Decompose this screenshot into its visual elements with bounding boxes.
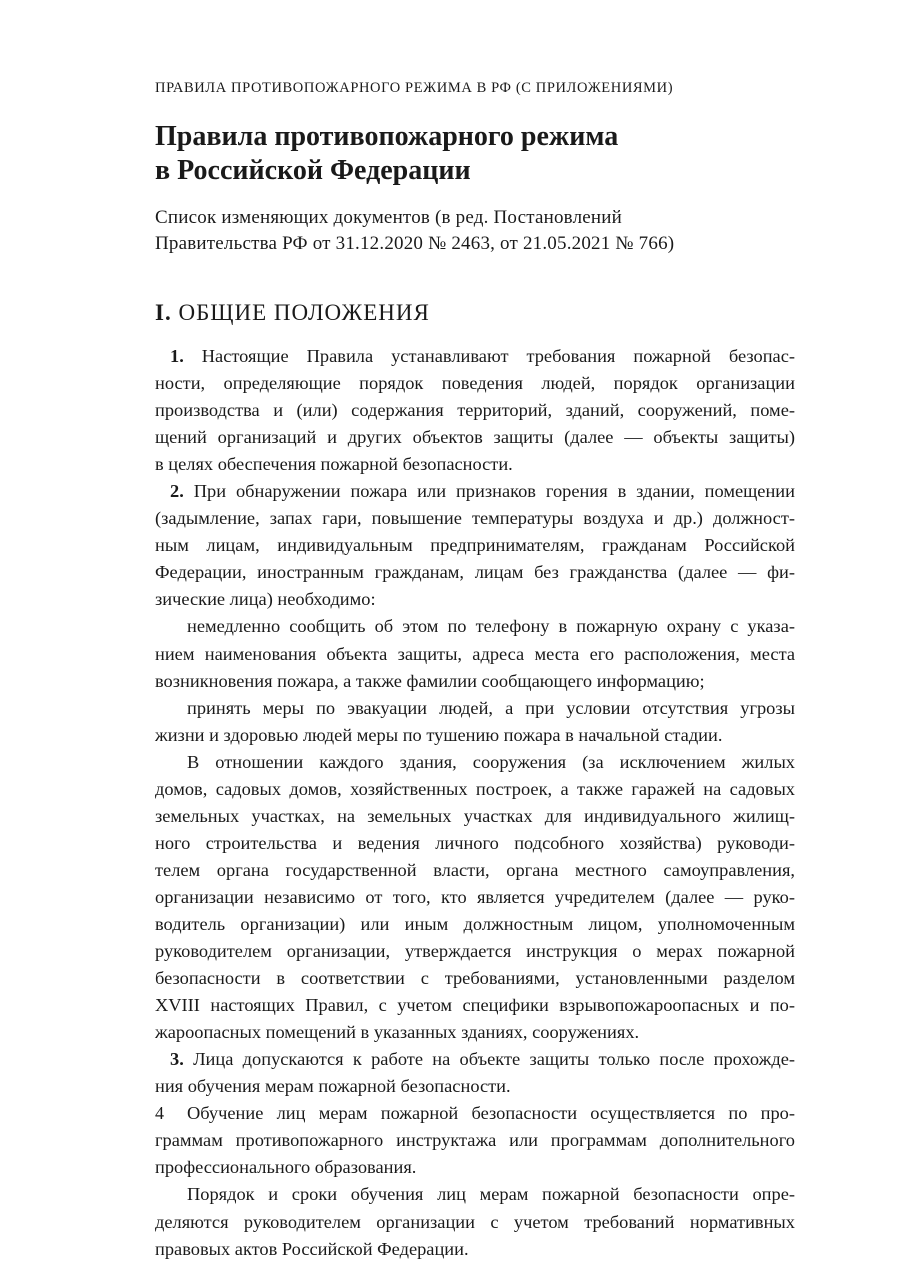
text-line: ным лицам, индивидуальным предпринимателям, гражданам Российской (155, 535, 795, 556)
paragraph-number: 1. (170, 346, 184, 366)
text-line: XVIII настоящих Правил, с учетом специфики взрывопожароопасных и по- (155, 995, 795, 1016)
text-line: жароопасных помещений в указанных зданиях, сооружениях. (155, 1022, 640, 1043)
text-line: возникновения пожара, а также фамилии сообщающего информацию; (155, 670, 705, 691)
text-line: правовых актов Российской Федерации. (155, 1238, 469, 1259)
title-line-2: в Российской Федерации (155, 155, 471, 186)
section-title: ОБЩИЕ ПОЛОЖЕНИЯ (178, 300, 430, 325)
text-line: нием наименования объекта защиты, адреса места его расположения, места (155, 643, 795, 664)
text-line: профессионального образования. (155, 1157, 417, 1178)
text-line: ности, определяющие порядок поведения людей, порядок организации (155, 373, 795, 394)
paragraph-2-item-a (155, 613, 795, 694)
text-line: щений организаций и других объектов защиты (далее — объекты защиты) (155, 427, 795, 448)
amendments-line-1: Список изменяющих документов (в ред. Постановлений (155, 207, 623, 228)
text-line: Порядок и сроки обучения лиц мерам пожарной безопасности опре- (187, 1184, 795, 1205)
text-line: организации независимо от того, кто является учредителем (далее — руко- (155, 886, 795, 907)
text-line: жизни и здоровью людей меры по тушению пожара в начальной стадии. (155, 724, 723, 745)
text-line: немедленно сообщить об этом по телефону в пожарную охрану с указа- (187, 616, 795, 637)
paragraph-number: 3. (170, 1049, 184, 1070)
amendments-note (155, 205, 674, 257)
title-line-1: Правила противопожарного режима (155, 121, 619, 152)
text-line: деляются руководителем организации с учетом требований нормативных (155, 1211, 795, 1232)
text-line: (задымление, запах гари, повышение температуры воздуха и др.) должност- (155, 508, 795, 529)
text-line: ния обучения мерам пожарной безопасности. (155, 1076, 511, 1097)
paragraph-1 (155, 343, 795, 478)
text-line: в целях обеспечения пожарной безопасности. (155, 454, 513, 475)
paragraph-3-item-a (155, 1100, 795, 1181)
text-line: телем органа государственной власти, органа местного самоуправления, (155, 859, 795, 880)
text-line: Обучение лиц мерам пожарной безопасности осуществляется по про- (187, 1103, 795, 1124)
text-line: водитель организации) или иным должностным лицом, уполномоченным (155, 913, 795, 934)
text-line: земельных участках, на земельных участках для индивидуального жилищ- (155, 805, 795, 826)
paragraph-3 (155, 1046, 795, 1100)
paragraph-2-item-c (155, 749, 795, 1047)
amendments-line-2: Правительства РФ от 31.12.2020 № 2463, от 21.05.2021 № 766) (155, 233, 675, 254)
text-line: руководителем организации, утверждается инструкция о мерах пожарной (155, 941, 795, 962)
text-line: граммам противопожарного инструктажа или программам дополнительного (155, 1130, 795, 1151)
text-line: В отношении каждого здания, сооружения (за исключением жилых (187, 751, 795, 772)
text-line: 1. Настоящие Правила устанавливают требования пожарной безопас- (170, 346, 795, 366)
text-line: ного строительства и ведения личного подсобного хозяйства) руководи- (155, 832, 795, 853)
text-line: 3. Лица допускаются к работе на объекте защиты только после прохожде- (170, 1049, 795, 1070)
paragraph-number: 2. (170, 481, 184, 502)
text-line: безопасности в соответствии с требованиями, установленными разделом (155, 968, 795, 989)
text-line: домов, садовых домов, хозяйственных построек, а также гаражей на садовых (155, 778, 795, 799)
document-body (155, 343, 795, 1263)
running-head: ПРАВИЛА ПРОТИВОПОЖАРНОГО РЕЖИМА В РФ (С ПРИЛОЖЕНИЯМИ) (155, 80, 674, 96)
document-title (155, 120, 618, 188)
paragraph-2 (155, 478, 795, 613)
text-line: Федерации, иностранным гражданам, лицам без гражданства (далее — фи- (155, 562, 795, 583)
text-line: принять меры по эвакуации людей, а при условии отсутствия угрозы (187, 697, 795, 718)
text-line: 2. При обнаружении пожара или признаков горения в здании, помещении (170, 481, 795, 502)
page-number: 4 (155, 1103, 164, 1123)
section-heading (155, 300, 430, 326)
section-number: I. (155, 300, 172, 325)
paragraph-2-item-b (155, 695, 795, 749)
paragraph-3-item-b (155, 1181, 795, 1262)
text-line: зические лица) необходимо: (155, 589, 376, 610)
text-line: производства и (или) содержания территорий, зданий, сооружений, поме- (155, 400, 795, 421)
